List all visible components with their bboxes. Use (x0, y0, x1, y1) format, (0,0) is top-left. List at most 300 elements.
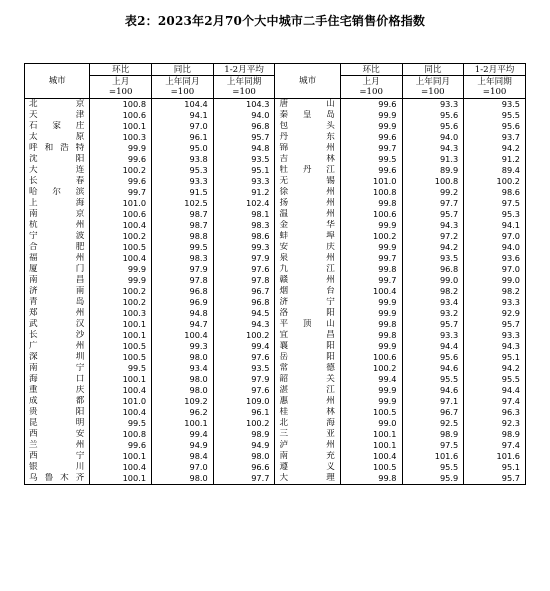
yoy-index-cell: 99.4 (152, 429, 214, 440)
avg-index-cell: 97.9 (213, 253, 275, 264)
mom-index-cell: 100.2 (90, 286, 152, 297)
avg-index-cell: 98.1 (213, 209, 275, 220)
yoy-index-cell: 98.0 (152, 374, 214, 385)
avg-index-cell: 96.3 (464, 407, 526, 418)
yoy-index-cell: 95.0 (152, 143, 214, 154)
avg-index-cell: 94.3 (464, 341, 526, 352)
mom-index-cell: 99.6 (340, 165, 402, 176)
yoy-index-cell: 93.3 (402, 99, 464, 111)
yoy-index-cell: 89.9 (402, 165, 464, 176)
city-name-cell: 无锡 (275, 176, 340, 187)
city-name-cell: 郑州 (25, 308, 90, 319)
yoy-index-cell: 98.2 (402, 286, 464, 297)
yoy-index-cell: 97.2 (402, 231, 464, 242)
mom-index-cell: 100.5 (90, 352, 152, 363)
table-row (25, 418, 526, 429)
yoy-index-cell: 98.3 (152, 253, 214, 264)
city-name-cell: 蚌埠 (275, 231, 340, 242)
yoy-index-cell: 94.6 (402, 363, 464, 374)
city-name-cell: 济宁 (275, 297, 340, 308)
yoy-index-cell: 99.0 (402, 275, 464, 286)
header-city-left: 城市 (25, 64, 90, 99)
mom-index-cell: 100.1 (340, 440, 402, 451)
yoy-index-cell: 93.2 (402, 308, 464, 319)
header-row-groups (25, 64, 526, 76)
table-header (25, 64, 526, 99)
city-name-cell: 湛江 (275, 385, 340, 396)
mom-index-cell: 99.6 (90, 440, 152, 451)
mom-index-cell: 99.6 (340, 99, 402, 111)
table-title: 表2：2023年2月70个大中城市二手住宅销售价格指数 (124, 14, 426, 28)
table-row (25, 143, 526, 154)
avg-index-cell: 95.7 (464, 319, 526, 330)
city-name-cell: 杭州 (25, 220, 90, 231)
avg-index-cell: 98.3 (213, 220, 275, 231)
table-row (25, 297, 526, 308)
header-avg-left: 1-2月平均 (213, 64, 275, 76)
city-name-cell: 呼和浩特 (25, 143, 90, 154)
city-name-cell: 深圳 (25, 352, 90, 363)
yoy-index-cell: 97.0 (152, 121, 214, 132)
avg-index-cell: 96.7 (213, 286, 275, 297)
yoy-index-cell: 95.6 (402, 121, 464, 132)
table-row (25, 187, 526, 198)
city-name-cell: 大理 (275, 473, 340, 485)
yoy-index-cell: 94.9 (152, 440, 214, 451)
table-row (25, 209, 526, 220)
avg-index-cell: 97.7 (213, 473, 275, 485)
avg-index-cell: 94.5 (213, 308, 275, 319)
avg-index-cell: 109.0 (213, 396, 275, 407)
mom-index-cell: 100.4 (340, 286, 402, 297)
table-row (25, 319, 526, 330)
city-name-cell: 九江 (275, 264, 340, 275)
mom-index-cell: 99.9 (340, 308, 402, 319)
mom-index-cell: 100.1 (340, 429, 402, 440)
mom-index-cell: 100.4 (90, 462, 152, 473)
city-name-cell: 遵义 (275, 462, 340, 473)
city-name-cell: 银川 (25, 462, 90, 473)
yoy-index-cell: 98.0 (152, 473, 214, 485)
city-name-cell: 沈阳 (25, 154, 90, 165)
city-name-cell: 厦门 (25, 264, 90, 275)
yoy-index-cell: 97.9 (152, 264, 214, 275)
avg-index-cell: 97.8 (213, 275, 275, 286)
avg-index-cell: 97.4 (464, 396, 526, 407)
mom-index-cell: 100.2 (340, 363, 402, 374)
yoy-index-cell: 93.3 (152, 176, 214, 187)
yoy-index-cell: 100.8 (402, 176, 464, 187)
avg-index-cell: 91.2 (213, 187, 275, 198)
mom-index-cell: 99.9 (340, 110, 402, 121)
mom-index-cell: 100.6 (90, 110, 152, 121)
mom-index-cell: 100.2 (340, 231, 402, 242)
city-name-cell: 福州 (25, 253, 90, 264)
mom-index-cell: 100.6 (340, 209, 402, 220)
avg-index-cell: 98.2 (464, 286, 526, 297)
mom-index-cell: 99.4 (340, 374, 402, 385)
city-name-cell: 洛阳 (275, 308, 340, 319)
city-name-cell: 长春 (25, 176, 90, 187)
city-name-cell: 徐州 (275, 187, 340, 198)
mom-index-cell: 99.9 (340, 121, 402, 132)
city-name-cell: 襄阳 (275, 341, 340, 352)
mom-index-cell: 99.6 (90, 154, 152, 165)
mom-index-cell: 99.7 (340, 143, 402, 154)
yoy-index-cell: 95.5 (402, 374, 464, 385)
yoy-index-cell: 100.1 (152, 418, 214, 429)
yoy-index-cell: 101.6 (402, 451, 464, 462)
mom-index-cell: 100.8 (340, 187, 402, 198)
city-name-cell: 哈尔滨 (25, 187, 90, 198)
table-row (25, 374, 526, 385)
avg-index-cell: 96.6 (213, 462, 275, 473)
mom-index-cell: 99.9 (340, 220, 402, 231)
mom-index-cell: 99.9 (340, 396, 402, 407)
table-row (25, 198, 526, 209)
city-name-cell: 成都 (25, 396, 90, 407)
avg-index-cell: 91.2 (464, 154, 526, 165)
yoy-index-cell: 96.2 (152, 407, 214, 418)
yoy-index-cell: 96.1 (152, 132, 214, 143)
mom-index-cell: 99.0 (340, 418, 402, 429)
mom-index-cell: 100.3 (90, 308, 152, 319)
yoy-index-cell: 98.9 (402, 429, 464, 440)
avg-index-cell: 95.7 (464, 473, 526, 485)
table-row (25, 440, 526, 451)
city-name-cell: 北海 (275, 418, 340, 429)
mom-index-cell: 101.0 (340, 176, 402, 187)
avg-index-cell: 95.1 (464, 352, 526, 363)
mom-index-cell: 100.1 (90, 451, 152, 462)
yoy-index-cell: 99.2 (402, 187, 464, 198)
mom-index-cell: 101.0 (90, 198, 152, 209)
city-name-cell: 南昌 (25, 275, 90, 286)
avg-index-cell: 94.2 (464, 143, 526, 154)
yoy-index-cell: 94.3 (402, 143, 464, 154)
avg-index-cell: 94.1 (464, 220, 526, 231)
mom-index-cell: 99.9 (90, 275, 152, 286)
mom-index-cell: 99.9 (340, 385, 402, 396)
yoy-index-cell: 98.0 (152, 385, 214, 396)
avg-index-cell: 100.2 (464, 176, 526, 187)
avg-index-cell: 97.6 (213, 352, 275, 363)
avg-index-cell: 95.5 (464, 374, 526, 385)
yoy-index-cell: 94.3 (402, 220, 464, 231)
mom-index-cell: 100.1 (90, 319, 152, 330)
avg-index-cell: 97.9 (213, 374, 275, 385)
table-row (25, 253, 526, 264)
table-row (25, 121, 526, 132)
mom-index-cell: 99.9 (340, 242, 402, 253)
mom-index-cell: 99.6 (340, 132, 402, 143)
avg-index-cell: 95.1 (213, 165, 275, 176)
avg-index-cell: 97.5 (464, 198, 526, 209)
avg-index-cell: 99.0 (464, 275, 526, 286)
table-row (25, 176, 526, 187)
city-name-cell: 温州 (275, 209, 340, 220)
yoy-index-cell: 104.4 (152, 99, 214, 111)
table-row (25, 110, 526, 121)
mom-index-cell: 100.8 (90, 99, 152, 111)
city-name-cell: 贵阳 (25, 407, 90, 418)
yoy-index-cell: 102.5 (152, 198, 214, 209)
city-name-cell: 岳阳 (275, 352, 340, 363)
city-name-cell: 西安 (25, 429, 90, 440)
avg-index-cell: 100.2 (213, 418, 275, 429)
avg-index-cell: 93.6 (464, 253, 526, 264)
yoy-index-cell: 97.7 (402, 198, 464, 209)
city-name-cell: 吉林 (275, 154, 340, 165)
city-name-cell: 上海 (25, 198, 90, 209)
avg-index-cell: 94.3 (213, 319, 275, 330)
mom-index-cell: 99.8 (340, 473, 402, 485)
city-name-cell: 武汉 (25, 319, 90, 330)
yoy-index-cell: 95.6 (402, 352, 464, 363)
avg-index-cell: 93.5 (213, 154, 275, 165)
table-row (25, 341, 526, 352)
mom-index-cell: 100.5 (340, 462, 402, 473)
mom-index-cell: 100.1 (90, 121, 152, 132)
yoy-index-cell: 97.0 (152, 462, 214, 473)
avg-index-cell: 94.2 (464, 363, 526, 374)
table-row (25, 286, 526, 297)
city-name-cell: 扬州 (275, 198, 340, 209)
table-row (25, 473, 526, 485)
header-yoy-base-right: 上年同月 =100 (402, 76, 464, 99)
header-mom-left: 环比 (90, 64, 152, 76)
avg-index-cell: 94.0 (464, 242, 526, 253)
city-name-cell: 南宁 (25, 363, 90, 374)
yoy-index-cell: 95.6 (402, 110, 464, 121)
city-name-cell: 韶关 (275, 374, 340, 385)
city-name-cell: 金华 (275, 220, 340, 231)
city-name-cell: 桂林 (275, 407, 340, 418)
yoy-index-cell: 96.8 (402, 264, 464, 275)
city-name-cell: 北京 (25, 99, 90, 111)
city-name-cell: 太原 (25, 132, 90, 143)
avg-index-cell: 95.5 (464, 110, 526, 121)
avg-index-cell: 97.6 (213, 385, 275, 396)
city-name-cell: 泸州 (275, 440, 340, 451)
avg-index-cell: 95.1 (464, 462, 526, 473)
avg-index-cell: 94.4 (464, 385, 526, 396)
avg-index-cell: 97.0 (464, 264, 526, 275)
avg-index-cell: 98.9 (464, 429, 526, 440)
mom-index-cell: 100.1 (90, 473, 152, 485)
city-name-cell: 长沙 (25, 330, 90, 341)
yoy-index-cell: 91.5 (152, 187, 214, 198)
city-name-cell: 南京 (25, 209, 90, 220)
mom-index-cell: 100.4 (90, 385, 152, 396)
city-name-cell: 宜昌 (275, 330, 340, 341)
avg-index-cell: 98.0 (213, 451, 275, 462)
city-name-cell: 平顶山 (275, 319, 340, 330)
table-row (25, 385, 526, 396)
yoy-index-cell: 98.7 (152, 220, 214, 231)
header-yoy-base-left: 上年同月 =100 (152, 76, 214, 99)
city-name-cell: 石家庄 (25, 121, 90, 132)
header-yoy-left: 同比 (152, 64, 214, 76)
table-row (25, 396, 526, 407)
city-name-cell: 天津 (25, 110, 90, 121)
mom-index-cell: 99.5 (90, 363, 152, 374)
table-row (25, 330, 526, 341)
mom-index-cell: 100.2 (90, 297, 152, 308)
table-row (25, 264, 526, 275)
avg-index-cell: 93.5 (213, 363, 275, 374)
mom-index-cell: 101.0 (90, 396, 152, 407)
table-row (25, 154, 526, 165)
mom-index-cell: 99.9 (340, 297, 402, 308)
city-name-cell: 锦州 (275, 143, 340, 154)
mom-index-cell: 99.9 (90, 264, 152, 275)
city-name-cell: 赣州 (275, 275, 340, 286)
yoy-index-cell: 94.1 (152, 110, 214, 121)
mom-index-cell: 100.6 (90, 209, 152, 220)
avg-index-cell: 93.3 (464, 297, 526, 308)
yoy-index-cell: 95.7 (402, 209, 464, 220)
table-row (25, 165, 526, 176)
yoy-index-cell: 109.2 (152, 396, 214, 407)
yoy-index-cell: 94.4 (402, 341, 464, 352)
yoy-index-cell: 97.5 (402, 440, 464, 451)
mom-index-cell: 99.5 (90, 418, 152, 429)
avg-index-cell: 92.3 (464, 418, 526, 429)
mom-index-cell: 100.5 (340, 407, 402, 418)
avg-index-cell: 98.6 (213, 231, 275, 242)
mom-index-cell: 100.2 (90, 231, 152, 242)
yoy-index-cell: 97.1 (402, 396, 464, 407)
avg-index-cell: 104.3 (213, 99, 275, 111)
yoy-index-cell: 96.8 (152, 286, 214, 297)
avg-index-cell: 95.7 (213, 132, 275, 143)
yoy-index-cell: 91.3 (402, 154, 464, 165)
table-row (25, 220, 526, 231)
yoy-index-cell: 99.3 (152, 341, 214, 352)
city-name-cell: 济南 (25, 286, 90, 297)
city-name-cell: 大连 (25, 165, 90, 176)
table-row (25, 462, 526, 473)
avg-index-cell: 97.0 (464, 231, 526, 242)
header-city-right: 城市 (275, 64, 340, 99)
yoy-index-cell: 93.4 (402, 297, 464, 308)
city-name-cell: 乌鲁木齐 (25, 473, 90, 485)
table-row (25, 429, 526, 440)
city-name-cell: 青岛 (25, 297, 90, 308)
table-row (25, 363, 526, 374)
yoy-index-cell: 94.6 (402, 385, 464, 396)
city-name-cell: 丹东 (275, 132, 340, 143)
city-name-cell: 兰州 (25, 440, 90, 451)
price-index-table-container (24, 63, 526, 485)
city-name-cell: 包头 (275, 121, 340, 132)
header-avg-right: 1-2月平均 (464, 64, 526, 76)
avg-index-cell: 93.7 (464, 132, 526, 143)
header-avg-base-left: 上年同期 =100 (213, 76, 275, 99)
mom-index-cell: 99.9 (340, 341, 402, 352)
avg-index-cell: 96.8 (213, 297, 275, 308)
city-name-cell: 昆明 (25, 418, 90, 429)
avg-index-cell: 94.0 (213, 110, 275, 121)
table-body (25, 99, 526, 485)
header-avg-base-right: 上年同期 =100 (464, 76, 526, 99)
avg-index-cell: 99.3 (213, 242, 275, 253)
yoy-index-cell: 98.7 (152, 209, 214, 220)
mom-index-cell: 100.5 (90, 341, 152, 352)
table-row (25, 132, 526, 143)
yoy-index-cell: 96.9 (152, 297, 214, 308)
yoy-index-cell: 92.5 (402, 418, 464, 429)
avg-index-cell: 98.9 (213, 429, 275, 440)
avg-index-cell: 92.9 (464, 308, 526, 319)
avg-index-cell: 94.8 (213, 143, 275, 154)
mom-index-cell: 100.4 (90, 407, 152, 418)
table-row (25, 407, 526, 418)
avg-index-cell: 93.3 (213, 176, 275, 187)
yoy-index-cell: 98.0 (152, 352, 214, 363)
mom-index-cell: 99.6 (90, 176, 152, 187)
city-name-cell: 唐山 (275, 99, 340, 111)
table-row (25, 275, 526, 286)
avg-index-cell: 96.8 (213, 121, 275, 132)
yoy-index-cell: 97.8 (152, 275, 214, 286)
avg-index-cell: 95.3 (464, 209, 526, 220)
city-name-cell: 常德 (275, 363, 340, 374)
city-name-cell: 宁波 (25, 231, 90, 242)
city-name-cell: 牡丹江 (275, 165, 340, 176)
mom-index-cell: 99.9 (90, 143, 152, 154)
mom-index-cell: 100.4 (340, 451, 402, 462)
mom-index-cell: 99.8 (340, 264, 402, 275)
yoy-index-cell: 94.7 (152, 319, 214, 330)
city-name-cell: 惠州 (275, 396, 340, 407)
city-name-cell: 南充 (275, 451, 340, 462)
city-name-cell: 秦皇岛 (275, 110, 340, 121)
mom-index-cell: 99.8 (340, 319, 402, 330)
yoy-index-cell: 99.5 (152, 242, 214, 253)
mom-index-cell: 100.2 (90, 165, 152, 176)
city-name-cell: 安庆 (275, 242, 340, 253)
city-name-cell: 西宁 (25, 451, 90, 462)
avg-index-cell: 94.9 (213, 440, 275, 451)
yoy-index-cell: 95.9 (402, 473, 464, 485)
mom-index-cell: 99.8 (340, 198, 402, 209)
mom-index-cell: 100.1 (90, 330, 152, 341)
mom-index-cell: 99.7 (340, 253, 402, 264)
yoy-index-cell: 93.3 (402, 330, 464, 341)
header-mom-base-left: 上月 =100 (90, 76, 152, 99)
avg-index-cell: 99.4 (213, 341, 275, 352)
header-mom-base-right: 上月 =100 (340, 76, 402, 99)
table-row (25, 99, 526, 111)
avg-index-cell: 98.6 (464, 187, 526, 198)
mom-index-cell: 99.5 (340, 154, 402, 165)
yoy-index-cell: 94.8 (152, 308, 214, 319)
avg-index-cell: 93.3 (464, 330, 526, 341)
avg-index-cell: 96.1 (213, 407, 275, 418)
city-name-cell: 重庆 (25, 385, 90, 396)
mom-index-cell: 100.4 (90, 220, 152, 231)
table-row (25, 451, 526, 462)
table-row (25, 308, 526, 319)
yoy-index-cell: 94.0 (402, 132, 464, 143)
city-name-cell: 泉州 (275, 253, 340, 264)
avg-index-cell: 93.5 (464, 99, 526, 111)
city-name-cell: 广州 (25, 341, 90, 352)
avg-index-cell: 100.2 (213, 330, 275, 341)
mom-index-cell: 99.8 (340, 330, 402, 341)
